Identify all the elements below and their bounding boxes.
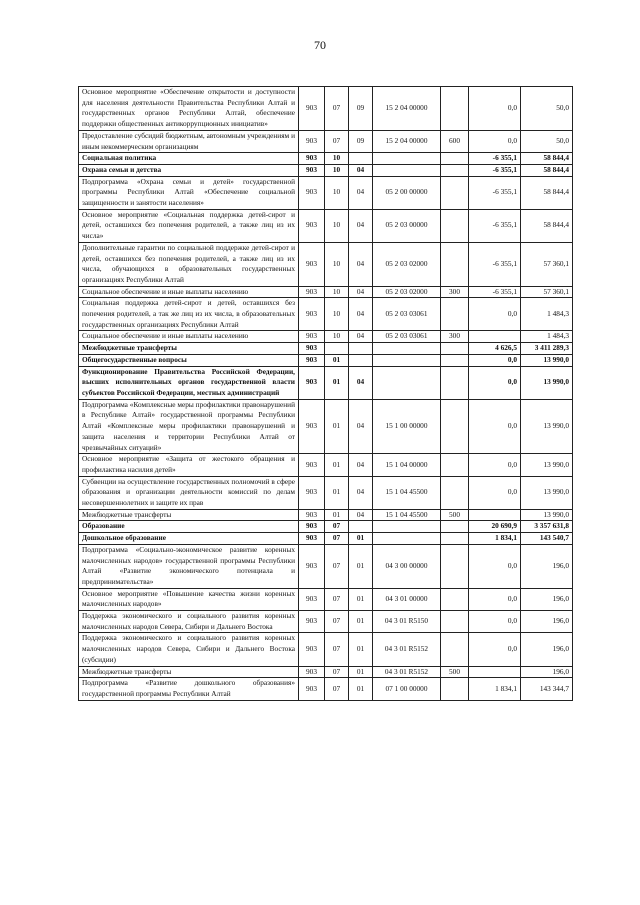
expense-type-code [441, 678, 469, 700]
expense-type-code: 500 [441, 509, 469, 521]
amount-change [469, 331, 521, 343]
row-name: Основное мероприятие «Защита от жестокого обращения и профилактика насилия детей» [79, 454, 299, 476]
ministry-code: 903 [299, 588, 325, 610]
subsection-code [349, 354, 373, 366]
row-name: Социальная поддержка детей-сирот и детей, оставшихся без попечения родителей, а так же лиц из их числа, в образовательных государственных организациях Республики Алтай [79, 298, 299, 331]
amount-total: 13 990,0 [521, 454, 573, 476]
subsection-code: 04 [349, 399, 373, 454]
amount-change: 20 690,9 [469, 521, 521, 533]
ministry-code: 903 [299, 242, 325, 286]
subsection-code: 01 [349, 533, 373, 545]
expense-type-code [441, 476, 469, 509]
expense-type-code [441, 153, 469, 165]
ministry-code: 903 [299, 521, 325, 533]
amount-total: 58 844,4 [521, 209, 573, 242]
ministry-code: 903 [299, 286, 325, 298]
table-row [79, 476, 573, 509]
ministry-code: 903 [299, 544, 325, 588]
ministry-code: 903 [299, 298, 325, 331]
expense-type-code [441, 242, 469, 286]
ministry-code: 903 [299, 633, 325, 666]
subsection-code [349, 153, 373, 165]
subsection-code: 04 [349, 176, 373, 209]
row-name: Основное мероприятие «Социальная поддержка детей-сирот и детей, оставшихся без попечения родителей, а также лиц из их числа» [79, 209, 299, 242]
subsection-code: 04 [349, 242, 373, 286]
target-article-code [373, 354, 441, 366]
row-name: Основное мероприятие «Повышение качества жизни коренных малочисленных народов» [79, 588, 299, 610]
section-code: 01 [325, 399, 349, 454]
target-article-code: 05 2 03 03061 [373, 298, 441, 331]
subsection-code: 01 [349, 678, 373, 700]
amount-change: 0,0 [469, 588, 521, 610]
expense-type-code [441, 164, 469, 176]
ministry-code: 903 [299, 354, 325, 366]
ministry-code: 903 [299, 611, 325, 633]
table-row [79, 521, 573, 533]
amount-change: 0,0 [469, 87, 521, 131]
ministry-code: 903 [299, 87, 325, 131]
amount-change: -6 355,1 [469, 164, 521, 176]
target-article-code: 15 1 00 00000 [373, 399, 441, 454]
amount-total: 1 484,3 [521, 331, 573, 343]
amount-total: 1 484,3 [521, 298, 573, 331]
amount-total: 57 360,1 [521, 286, 573, 298]
ministry-code: 903 [299, 130, 325, 152]
table-row [79, 298, 573, 331]
amount-total: 143 344,7 [521, 678, 573, 700]
amount-total: 196,0 [521, 544, 573, 588]
amount-change: 1 834,1 [469, 678, 521, 700]
table-row [79, 130, 573, 152]
amount-total: 196,0 [521, 611, 573, 633]
section-code: 01 [325, 366, 349, 399]
expense-type-code [441, 454, 469, 476]
row-name: Дополнительные гарантии по социальной поддержке детей-сирот и детей, оставшихся без попечения родителей, а также лиц из их числа, обучающихся в образовательных государственных организациях Республики Алтай [79, 242, 299, 286]
expense-type-code [441, 87, 469, 131]
amount-change: -6 355,1 [469, 209, 521, 242]
row-name: Подпрограмма «Социально-экономическое развитие коренных малочисленных народов» государственной программы Республики Алтай «Развитие экономического потенциала и предпринимательства» [79, 544, 299, 588]
table-row [79, 678, 573, 700]
row-name: Поддержка экономического и социального развития коренных малочисленных народов Севера, Сибири и Дальнего Востока (субсидии) [79, 633, 299, 666]
target-article-code [373, 153, 441, 165]
table-row [79, 544, 573, 588]
amount-change: 1 834,1 [469, 533, 521, 545]
expense-type-code [441, 533, 469, 545]
section-code: 01 [325, 354, 349, 366]
ministry-code: 903 [299, 366, 325, 399]
target-article-code: 07 1 00 00000 [373, 678, 441, 700]
expense-type-code: 300 [441, 331, 469, 343]
section-code: 07 [325, 544, 349, 588]
table-row [79, 331, 573, 343]
row-name: Межбюджетные трансферты [79, 509, 299, 521]
expense-type-code [441, 176, 469, 209]
row-name: Межбюджетные трансферты [79, 666, 299, 678]
amount-total: 143 540,7 [521, 533, 573, 545]
target-article-code [373, 343, 441, 355]
table-row [79, 533, 573, 545]
target-article-code: 15 2 04 00000 [373, 130, 441, 152]
row-name: Дошкольное образование [79, 533, 299, 545]
row-name: Подпрограмма «Охрана семьи и детей» государственной программы Республики Алтай «Обеспечение социальной защищенности и занятости населения» [79, 176, 299, 209]
table-row [79, 343, 573, 355]
target-article-code [373, 164, 441, 176]
page-number: 70 [314, 38, 326, 52]
table-row [79, 176, 573, 209]
amount-total: 196,0 [521, 666, 573, 678]
amount-change [469, 666, 521, 678]
subsection-code: 01 [349, 544, 373, 588]
ministry-code: 903 [299, 153, 325, 165]
expense-type-code [441, 298, 469, 331]
subsection-code: 04 [349, 286, 373, 298]
expense-type-code [441, 209, 469, 242]
table-row [79, 454, 573, 476]
table-row [79, 242, 573, 286]
row-name: Субвенции на осуществление государственных полномочий в сфере образования и организации деятельности комиссий по делам несовершеннолетних и защите их прав [79, 476, 299, 509]
table-row [79, 209, 573, 242]
amount-total: 50,0 [521, 130, 573, 152]
subsection-code [349, 521, 373, 533]
amount-total: 50,0 [521, 87, 573, 131]
amount-change: 0,0 [469, 130, 521, 152]
amount-total: 3 357 631,8 [521, 521, 573, 533]
table-row [79, 633, 573, 666]
target-article-code [373, 533, 441, 545]
section-code: 01 [325, 476, 349, 509]
ministry-code: 903 [299, 331, 325, 343]
target-article-code: 04 3 01 R5152 [373, 633, 441, 666]
section-code: 10 [325, 242, 349, 286]
amount-change [469, 509, 521, 521]
section-code: 10 [325, 286, 349, 298]
table-row [79, 164, 573, 176]
amount-change: 0,0 [469, 611, 521, 633]
subsection-code: 04 [349, 331, 373, 343]
target-article-code: 15 1 04 45500 [373, 509, 441, 521]
target-article-code: 04 3 00 00000 [373, 544, 441, 588]
target-article-code: 05 2 03 00000 [373, 209, 441, 242]
amount-change: 0,0 [469, 354, 521, 366]
amount-total: 13 990,0 [521, 354, 573, 366]
table-row [79, 87, 573, 131]
section-code: 07 [325, 678, 349, 700]
subsection-code: 01 [349, 588, 373, 610]
row-name: Социальное обеспечение и иные выплаты населению [79, 331, 299, 343]
expense-type-code [441, 588, 469, 610]
target-article-code [373, 366, 441, 399]
section-code: 07 [325, 666, 349, 678]
section-code: 10 [325, 153, 349, 165]
amount-change: -6 355,1 [469, 176, 521, 209]
expense-type-code [441, 399, 469, 454]
target-article-code: 04 3 01 00000 [373, 588, 441, 610]
subsection-code: 01 [349, 666, 373, 678]
expense-type-code [441, 633, 469, 666]
subsection-code: 04 [349, 366, 373, 399]
section-code: 10 [325, 209, 349, 242]
expense-type-code [441, 354, 469, 366]
subsection-code [349, 343, 373, 355]
ministry-code: 903 [299, 209, 325, 242]
amount-change: 0,0 [469, 454, 521, 476]
target-article-code: 05 2 03 02000 [373, 242, 441, 286]
ministry-code: 903 [299, 343, 325, 355]
ministry-code: 903 [299, 176, 325, 209]
amount-total: 196,0 [521, 588, 573, 610]
ministry-code: 903 [299, 533, 325, 545]
table-row [79, 354, 573, 366]
table-row [79, 666, 573, 678]
section-code: 01 [325, 509, 349, 521]
expense-type-code: 500 [441, 666, 469, 678]
expense-type-code: 600 [441, 130, 469, 152]
amount-change: 0,0 [469, 366, 521, 399]
ministry-code: 903 [299, 399, 325, 454]
amount-change: 0,0 [469, 633, 521, 666]
target-article-code: 04 3 01 R5150 [373, 611, 441, 633]
row-name: Предоставление субсидий бюджетным, автономным учреждениям и иным некоммерческим организациям [79, 130, 299, 152]
row-name: Подпрограмма «Развитие дошкольного образования» государственной программы Республики Алтай [79, 678, 299, 700]
section-code: 07 [325, 611, 349, 633]
amount-change: 0,0 [469, 476, 521, 509]
row-name: Функционирование Правительства Российской Федерации, высших исполнительных органов государственной власти субъектов Российской Федерации, местных администраций [79, 366, 299, 399]
subsection-code: 09 [349, 130, 373, 152]
expense-type-code: 300 [441, 286, 469, 298]
target-article-code: 05 2 00 00000 [373, 176, 441, 209]
amount-change: 0,0 [469, 399, 521, 454]
section-code: 07 [325, 130, 349, 152]
row-name: Охрана семьи и детства [79, 164, 299, 176]
row-name: Межбюджетные трансферты [79, 343, 299, 355]
amount-total: 13 990,0 [521, 399, 573, 454]
amount-total: 13 990,0 [521, 509, 573, 521]
amount-change: -6 355,1 [469, 153, 521, 165]
row-name: Подпрограмма «Комплексные меры профилактики правонарушений в Республике Алтай» государственной программы Республики Алтай «Комплексные меры профилактики правонарушений и защита населения и территории Республики Алтай от чрезвычайных ситуаций» [79, 399, 299, 454]
subsection-code: 01 [349, 633, 373, 666]
section-code: 07 [325, 87, 349, 131]
target-article-code: 05 2 03 03061 [373, 331, 441, 343]
subsection-code: 01 [349, 611, 373, 633]
subsection-code: 09 [349, 87, 373, 131]
ministry-code: 903 [299, 454, 325, 476]
section-code: 10 [325, 164, 349, 176]
table-row [79, 366, 573, 399]
amount-total: 58 844,4 [521, 153, 573, 165]
target-article-code: 04 3 01 R5152 [373, 666, 441, 678]
expense-type-code [441, 521, 469, 533]
row-name: Общегосударственные вопросы [79, 354, 299, 366]
section-code: 01 [325, 454, 349, 476]
amount-total: 3 411 289,3 [521, 343, 573, 355]
subsection-code: 04 [349, 454, 373, 476]
table-row [79, 153, 573, 165]
section-code [325, 343, 349, 355]
subsection-code: 04 [349, 164, 373, 176]
section-code: 10 [325, 331, 349, 343]
section-code: 10 [325, 176, 349, 209]
subsection-code: 04 [349, 298, 373, 331]
amount-total: 58 844,4 [521, 164, 573, 176]
target-article-code: 15 2 04 00000 [373, 87, 441, 131]
table-row [79, 611, 573, 633]
row-name: Социальное обеспечение и иные выплаты населению [79, 286, 299, 298]
amount-change: 4 626,5 [469, 343, 521, 355]
target-article-code: 15 1 04 45500 [373, 476, 441, 509]
table-row [79, 588, 573, 610]
table-row [79, 509, 573, 521]
amount-change: -6 355,1 [469, 286, 521, 298]
row-name: Основное мероприятие «Обеспечение открытости и доступности для населения деятельности Правительства Республики Алтай и государственных органов Республики Алтай, обеспечение поддержки общественных антикоррупционных инициатив» [79, 87, 299, 131]
expense-type-code [441, 544, 469, 588]
expense-type-code [441, 343, 469, 355]
section-code: 07 [325, 633, 349, 666]
amount-total: 58 844,4 [521, 176, 573, 209]
amount-total: 13 990,0 [521, 476, 573, 509]
budget-table [78, 86, 573, 701]
row-name: Образование [79, 521, 299, 533]
subsection-code: 04 [349, 476, 373, 509]
target-article-code: 15 1 04 00000 [373, 454, 441, 476]
ministry-code: 903 [299, 476, 325, 509]
expense-type-code [441, 366, 469, 399]
ministry-code: 903 [299, 678, 325, 700]
subsection-code: 04 [349, 509, 373, 521]
section-code: 10 [325, 298, 349, 331]
ministry-code: 903 [299, 164, 325, 176]
ministry-code: 903 [299, 509, 325, 521]
amount-change: 0,0 [469, 298, 521, 331]
target-article-code [373, 521, 441, 533]
row-name: Социальная политика [79, 153, 299, 165]
ministry-code: 903 [299, 666, 325, 678]
table-row [79, 399, 573, 454]
section-code: 07 [325, 521, 349, 533]
amount-change: 0,0 [469, 544, 521, 588]
target-article-code: 05 2 03 02000 [373, 286, 441, 298]
section-code: 07 [325, 588, 349, 610]
amount-total: 196,0 [521, 633, 573, 666]
subsection-code: 04 [349, 209, 373, 242]
amount-total: 57 360,1 [521, 242, 573, 286]
table-row [79, 286, 573, 298]
section-code: 07 [325, 533, 349, 545]
row-name: Поддержка экономического и социального развития коренных малочисленных народов Севера, Сибири и Дальнего Востока [79, 611, 299, 633]
expense-type-code [441, 611, 469, 633]
amount-change: -6 355,1 [469, 242, 521, 286]
amount-total: 13 990,0 [521, 366, 573, 399]
